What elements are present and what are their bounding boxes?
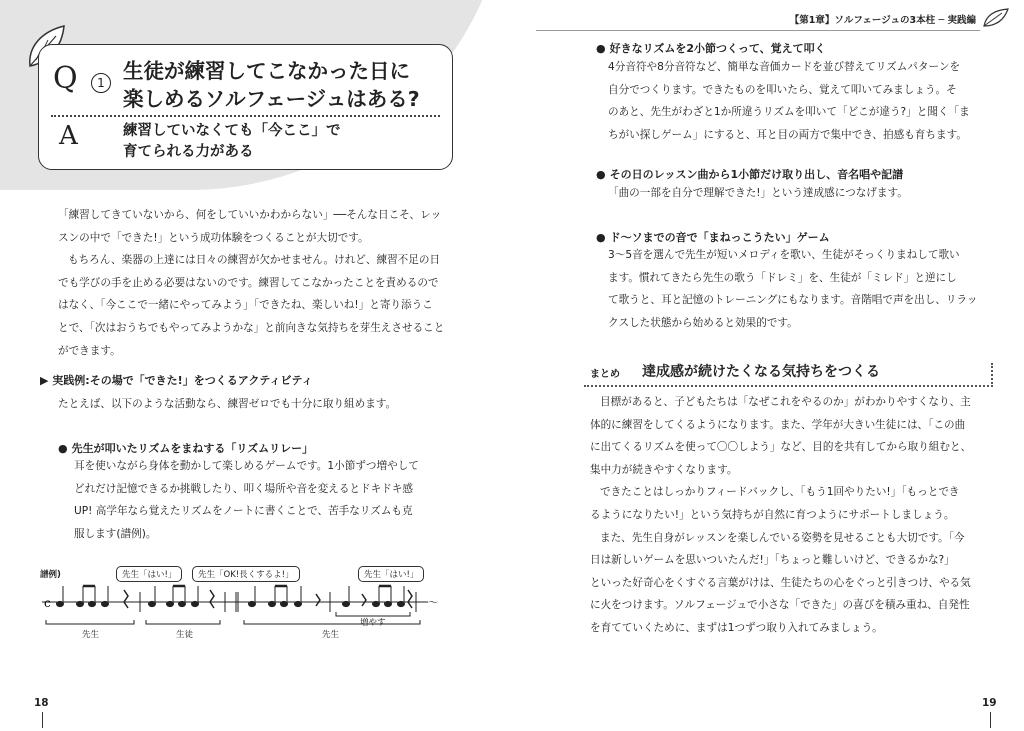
text-line: もちろん、楽器の上達には日々の練習が欠かせません。けれど、練習不足の日: [68, 254, 441, 267]
intro-paragraph: [58, 204, 458, 362]
activity-body: [608, 244, 1003, 334]
answer-text-line: 育てられる力がある: [123, 144, 254, 160]
summary-heading: [584, 357, 999, 387]
activity-heading-text: 好きなリズムを2小節つくって、覚えて叩く: [609, 42, 826, 55]
text-line: UP! 高学年なら覚えたリズムをノートに書くことで、苦手なリズムも克: [74, 505, 413, 518]
rhythm-staff: [40, 580, 460, 650]
text-line: クスした状態から始めると効果的です。: [608, 316, 798, 329]
page-marker-line: [990, 712, 991, 728]
answer-text-line: 練習していなくても「今ここ」で: [123, 123, 341, 139]
bullet-circle-icon: ●: [596, 231, 606, 244]
activity-heading: [58, 440, 313, 456]
qa-box: [38, 44, 453, 170]
right-page: [512, 0, 1024, 731]
text-line: といった好奇心をくすぐる言葉がけは、生徒たちの心をぐっと引きつけ、やる気: [590, 576, 971, 589]
text-line: 耳を使いながら身体を動かして楽しめるゲームです。1小節ずつ増やして: [74, 460, 419, 472]
text-line: のあと、先生がわざと1か所違うリズムを叩いて「どこが違う?」と聞く「ま: [608, 106, 970, 119]
speech-bubble: 先生「OK!長くするよ!」: [192, 566, 300, 582]
bracket-label: 生徒: [176, 630, 194, 640]
summary-label: まとめ: [590, 369, 620, 380]
text-line: 4分音符や8分音符など、簡単な音価カードを並び替えてリズムパターンを: [608, 61, 961, 73]
activity-heading: [596, 40, 826, 56]
dotted-divider: [991, 363, 993, 387]
summary-title: 達成感が続けたくなる気持ちをつくる: [642, 364, 880, 380]
text-line: 「練習してきていないから、何をしていいかわからない」──そんな日こそ、レッ: [58, 209, 442, 221]
text-line: ちがい探しゲーム」にすると、耳と目の両方で集中でき、拍感も育ちます。: [608, 128, 967, 141]
text-line: るようになりたい!」という気持ちが自然に育つようにサポートしましょう。: [590, 508, 955, 521]
question-letter: Q: [53, 61, 78, 96]
summary-body: [590, 391, 1002, 640]
text-line: ます。慣れてきたら先生の歌う「ドレミ」を、生徒が「ミレド」と逆にし: [608, 271, 957, 284]
text-line: どれだけ記憶できるか挑戦したり、叩く場所や音を変えるとドキドキ感: [74, 482, 413, 495]
question-title-line: 楽しめるソルフェージュはある?: [123, 87, 420, 111]
bracket-label: 先生: [82, 630, 100, 640]
text-line: でも学びの手を止める必要はないのです。練習してこなかったことを責めるので: [58, 276, 439, 289]
running-header: [790, 12, 976, 26]
text-line: 「曲の一部を自分で理解できた!」という達成感につなげます。: [608, 187, 908, 199]
text-line: 日は新しいゲームを思いついたんだ!」「ちょっと難しいけど、できるかな?」: [590, 554, 955, 567]
header-rule: [536, 30, 980, 31]
score-label: 譜例): [40, 570, 61, 580]
bracket-label: 先生: [322, 630, 340, 640]
activity-heading-text: 先生が叩いたリズムをまねする「リズムリレー」: [71, 442, 314, 455]
text-line: ができます。: [58, 344, 121, 357]
page-marker-line: [42, 712, 43, 728]
text-line: 自分でつくります。できたものを叩いたら、覚えて叩いてみましょう。そ: [608, 83, 957, 96]
activity-heading: [596, 166, 903, 182]
text-line: に出てくるリズムを使って〇〇しよう」など、目的を共有してから取り組むと、: [590, 441, 972, 454]
text-line: 集中力が続きやすくなります。: [590, 463, 738, 476]
chapter-title: ソルフェージュの3本柱 ─ 実践編: [834, 15, 976, 26]
question-title-line: 生徒が練習してこなかった日に: [123, 59, 410, 83]
svg-text:c: c: [44, 596, 51, 610]
page-number: 19: [982, 697, 997, 709]
activity-heading: [596, 229, 830, 245]
bracket-label: 増やす: [360, 618, 386, 628]
leaf-icon: [980, 6, 1010, 30]
bullet-circle-icon: ●: [596, 168, 606, 181]
example-intro: たとえば、以下のような活動なら、練習ゼロでも十分に取り組めます。: [58, 398, 397, 410]
answer-text: [123, 121, 341, 163]
text-line: とで、「次はおうちでもやってみようかな」と前向きな気持ちを芽生えさせること: [58, 321, 445, 334]
activity-body: [608, 56, 1003, 146]
activity-heading-text: その日のレッスン曲から1小節だけ取り出し、音名唱や記譜: [609, 168, 904, 181]
chapter-label: 【第1章】: [789, 15, 835, 26]
question-title: [123, 57, 420, 113]
question-number: 1: [91, 73, 111, 93]
speech-bubble: 先生「はい!」: [116, 566, 182, 582]
activity-body: [608, 182, 1003, 205]
bullet-circle-icon: ●: [596, 42, 606, 55]
text-line: に火をつけます。ソルフェージュで小さな「できた」の喜びを積み重ね、自発性: [590, 599, 970, 612]
page-number: 18: [34, 697, 49, 709]
activity-heading-text: ド〜ソまでの音で「まねっこうたい」ゲーム: [609, 231, 830, 244]
text-line: スンの中で「できた!」という成功体験をつくることが大切です。: [58, 231, 369, 244]
text-line: できたことはしっかりフィードバックし、「もう1回やりたい!」「もっとでき: [600, 486, 960, 499]
example-heading: ▶ 実践例:その場で「できた!」をつくるアクティビティ: [40, 374, 313, 387]
speech-bubble: 先生「はい!」: [358, 566, 424, 582]
activity-body: [74, 455, 464, 545]
text-line: はなく、「今ここで一緒にやってみよう」「できたね、楽しいね!」と寄り添うこ: [58, 299, 433, 312]
text-line: 3〜5音を選んで先生が短いメロディを歌い、生徒がそっくりまねして歌い: [608, 249, 960, 261]
text-line: また、先生自身がレッスンを楽しんでいる姿勢を見せることも大切です。「今: [600, 531, 965, 544]
text-line: 目標があると、子どもたちは「なぜこれをやるのか」がわかりやすくなり、主: [600, 396, 971, 408]
dotted-divider: [51, 115, 440, 117]
score-example: [40, 560, 460, 650]
dotted-divider: [584, 385, 993, 387]
answer-letter: A: [59, 121, 78, 151]
text-line: を育てていくために、まずは1つずつ取り入れてみましょう。: [590, 621, 883, 634]
svg-text:〜: 〜: [428, 598, 438, 609]
text-line: 体的に練習をしてくるようになります。また、学年が大きい生徒には、「この曲: [590, 418, 966, 431]
text-line: て歌うと、耳と記憶のトレーニングにもなります。音階唱で声を出し、リラッ: [608, 294, 978, 307]
text-line: 服します(譜例)。: [74, 527, 157, 540]
bullet-circle-icon: ●: [58, 442, 68, 455]
